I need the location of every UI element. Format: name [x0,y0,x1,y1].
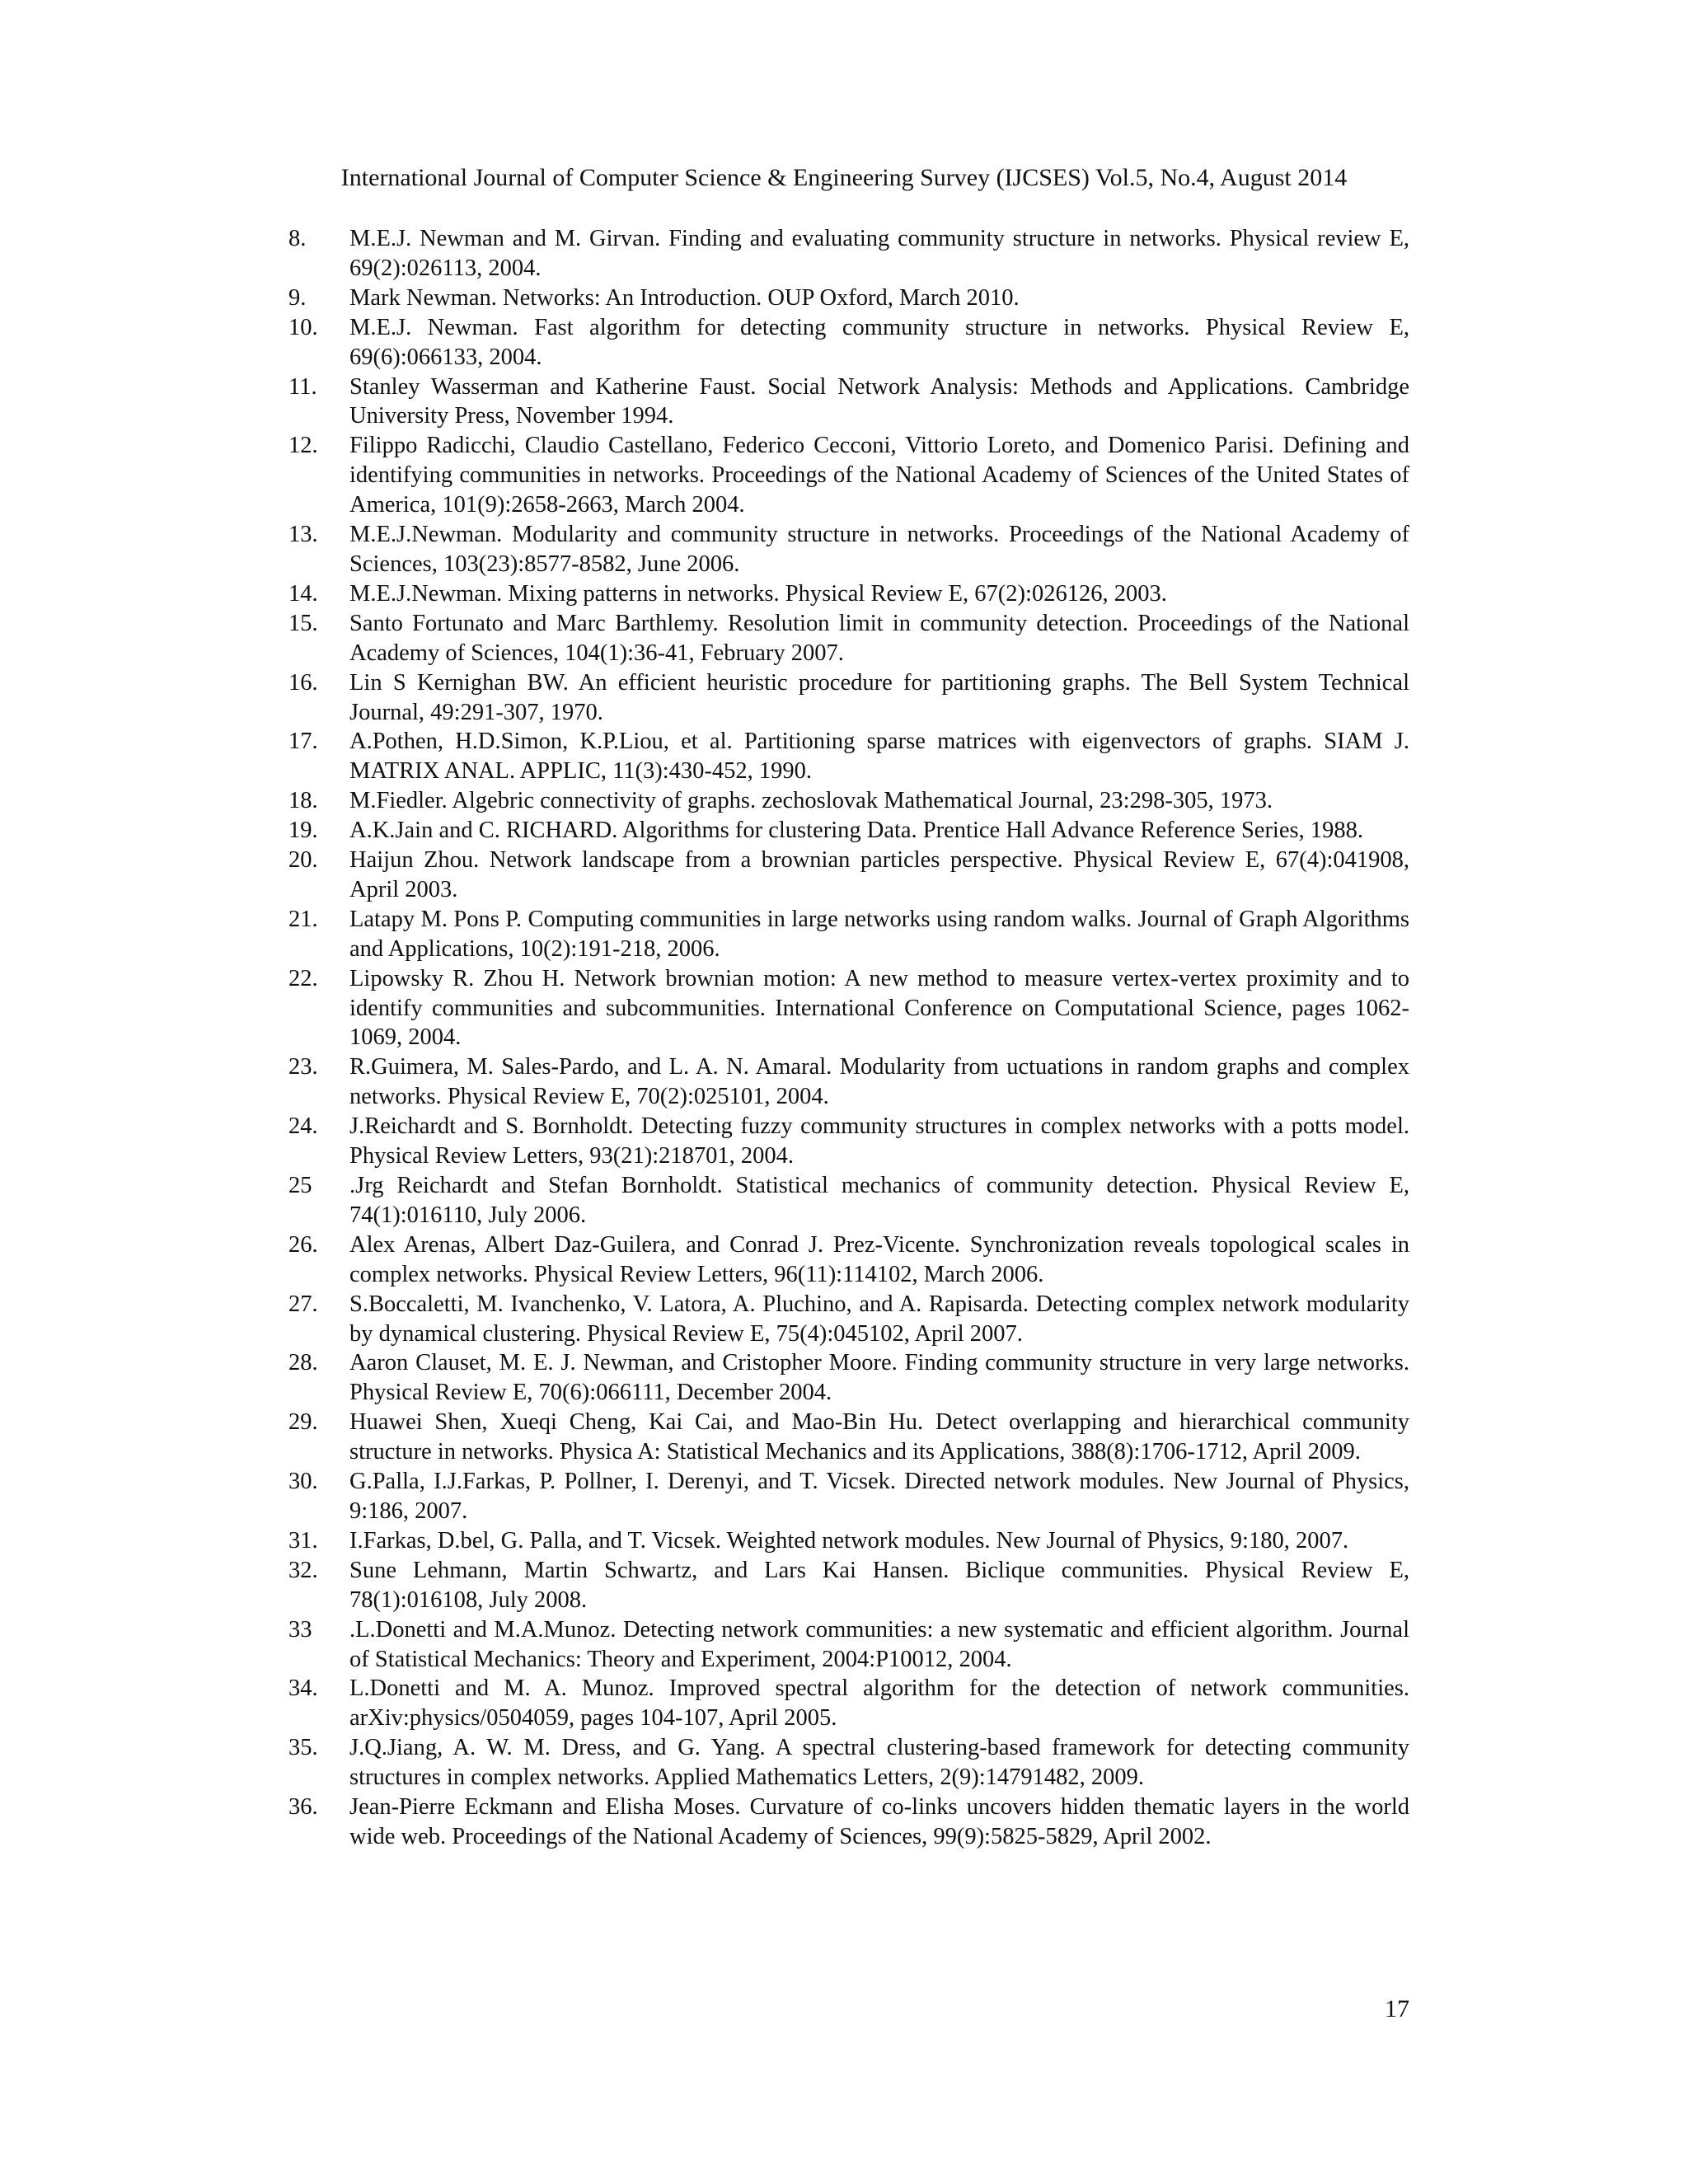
reference-number: 34. [288,1675,318,1702]
reference-text: Filippo Radicchi, Claudio Castellano, Federico Cecconi, Vittorio Loreto, and Domenico Parisi. Defining and identifying communities in networks. Proceedings of the National Academy of Sciences of the United States of America, 101(9):2658-2663, March 2004. [349,433,1409,518]
reference-text: G.Palla, I.J.Farkas, P. Pollner, I. Derenyi, and T. Vicsek. Directed network modules. New Journal of Physics, 9:186, 2007. [349,1469,1409,1524]
reference-number: 13. [288,522,318,548]
reference-text: Jean-Pierre Eckmann and Elisha Moses. Curvature of co-links uncovers hidden thematic layers in the world wide web. Proceedings of the National Academy of Sciences, 99(9):5825-5829, April 2002. [349,1794,1409,1849]
reference-text: L.Donetti and M. A. Munoz. Improved spectral algorithm for the detection of network communities. arXiv:physics/0504059, pages 104-107, April 2005. [349,1675,1409,1732]
reference-item [288,1615,1409,1675]
reference-number: 19. [288,818,318,844]
reference-item [288,1348,1409,1408]
reference-item [288,224,1409,284]
reference-item [288,846,1409,905]
reference-number: 14. [288,580,318,607]
reference-number: 24. [288,1113,318,1140]
reference-number: 27. [288,1291,318,1317]
page-number: 17 [1385,1995,1409,2022]
reference-item [288,284,1409,313]
reference-number: 29. [288,1409,318,1436]
reference-item [288,1467,1409,1526]
reference-item [288,431,1409,520]
reference-number: 33 [288,1616,312,1643]
reference-item [288,1052,1409,1112]
reference-item [288,786,1409,816]
reference-text: M.E.J. Newman. Fast algorithm for detecting community structure in networks. Physical Review E, 69(6):066133, 2004. [349,314,1409,370]
reference-text: Stanley Wasserman and Katherine Faust. Social Network Analysis: Methods and Applications. Cambridge University Press, November 1994. [349,373,1409,429]
reference-number: 16. [288,669,318,696]
reference-item [288,964,1409,1053]
reference-text: R.Guimera, M. Sales-Pardo, and L. A. N. Amaral. Modularity from uctuations in random graphs and complex networks. Physical Review E, 70(2):025101, 2004. [349,1054,1409,1110]
reference-number: 12. [288,433,318,459]
reference-text: Mark Newman. Networks: An Introduction. OUP Oxford, March 2010. [349,284,1020,311]
running-header: International Journal of Computer Science & Engineering Survey (IJCSES) Vol.5, No.4, August 2014 [340,164,1348,191]
reference-item [288,313,1409,373]
reference-text: Lipowsky R. Zhou H. Network brownian motion: A new method to measure vertex-vertex proximity and to identify communities and subcommunities. International Conference on Computational Science, pages 1062-1069, 2004. [349,965,1409,1051]
reference-text: Alex Arenas, Albert Daz-Guilera, and Conrad J. Prez-Vicente. Synchronization reveals topological scales in complex networks. Physical Review Letters, 96(11):114102, March 2006. [349,1231,1409,1287]
reference-item [288,1171,1409,1230]
reference-text: .L.Donetti and M.A.Munoz. Detecting network communities: a new systematic and efficient algorithm. Journal of Statistical Mechanics: Theory and Experiment, 2004:P10012, 2004. [349,1616,1409,1672]
reference-number: 11. [288,373,317,400]
reference-number: 20. [288,847,318,874]
reference-item [288,816,1409,846]
reference-number: 28. [288,1350,318,1376]
reference-item [288,1290,1409,1349]
reference-number: 26. [288,1231,318,1258]
reference-item [288,1230,1409,1290]
reference-item [288,1556,1409,1615]
reference-text: I.Farkas, D.bel, G. Palla, and T. Vicsek. Weighted network modules. New Journal of Physics, 9:180, 2007. [349,1527,1349,1554]
reference-number: 25 [288,1173,312,1198]
reference-item [288,727,1409,786]
reference-number: 8. [288,226,307,251]
reference-item [288,905,1409,964]
reference-text: M.E.J.Newman. Mixing patterns in networks. Physical Review E, 67(2):026126, 2003. [349,580,1167,607]
reference-number: 32. [288,1557,318,1583]
reference-text: M.E.J. Newman and M. Girvan. Finding and evaluating community structure in networks. Physical review E, 69(2):026113, 2004. [349,226,1409,281]
reference-item [288,520,1409,579]
reference-text: Huawei Shen, Xueqi Cheng, Kai Cai, and Mao-Bin Hu. Detect overlapping and hierarchical community structure in networks. Physica A: Statistical Mechanics and its Applications, 388(8):1706-1712, April 2009. [349,1409,1409,1465]
reference-item [288,1674,1409,1733]
reference-item [288,1408,1409,1467]
reference-text: Santo Fortunato and Marc Barthlemy. Resolution limit in community detection. Proceedings of the National Academy of Sciences, 104(1):36-41, February 2007. [349,610,1409,666]
reference-number: 21. [288,906,318,932]
reference-number: 36. [288,1794,318,1821]
reference-number: 15. [288,610,318,636]
reference-item [288,579,1409,609]
reference-item [288,1793,1409,1852]
reference-number: 22. [288,965,318,991]
reference-text: Aaron Clauset, M. E. J. Newman, and Cristopher Moore. Finding community structure in very large networks. Physical Review E, 70(6):066111, December 2004. [349,1350,1409,1406]
reference-item [288,1733,1409,1793]
reference-list [288,224,1409,1852]
reference-text: J.Q.Jiang, A. W. M. Dress, and G. Yang. A spectral clustering-based framework for detecting community structures in complex networks. Applied Mathematics Letters, 2(9):14791482, 2009. [349,1735,1409,1791]
reference-text: Sune Lehmann, Martin Schwartz, and Lars Kai Hansen. Biclique communities. Physical Review E, 78(1):016108, July 2008. [349,1557,1409,1613]
reference-number: 23. [288,1054,318,1080]
reference-text: J.Reichardt and S. Bornholdt. Detecting fuzzy community structures in complex networks with a potts model. Physical Review Letters, 93(21):218701, 2004. [349,1113,1409,1169]
reference-text: .Jrg Reichardt and Stefan Bornholdt. Statistical mechanics of community detection. Physical Review E, 74(1):016110, July 2006. [349,1173,1409,1228]
reference-text: Latapy M. Pons P. Computing communities in large networks using random walks. Journal of Graph Algorithms and Applications, 10(2):191-218, 2006. [349,906,1409,962]
reference-text: A.K.Jain and C. RICHARD. Algorithms for clustering Data. Prentice Hall Advance Reference Series, 1988. [349,818,1363,844]
reference-text: M.E.J.Newman. Modularity and community structure in networks. Proceedings of the National Academy of Sciences, 103(23):8577-8582, June 2006. [349,522,1409,577]
reference-item [288,1112,1409,1171]
reference-number: 31. [288,1527,318,1554]
reference-text: Haijun Zhou. Network landscape from a brownian particles perspective. Physical Review E, 67(4):041908, April 2003. [349,847,1409,902]
reference-number: 17. [288,729,318,755]
reference-text: Lin S Kernighan BW. An efficient heuristic procedure for partitioning graphs. The Bell System Technical Journal, 49:291-307, 1970. [349,669,1409,725]
reference-number: 35. [288,1735,318,1761]
reference-text: A.Pothen, H.D.Simon, K.P.Liou, et al. Partitioning sparse matrices with eigenvectors of graphs. SIAM J. MATRIX ANAL. APPLIC, 11(3):430-452, 1990. [349,729,1409,785]
reference-item [288,1526,1409,1556]
reference-item [288,668,1409,728]
reference-item [288,609,1409,668]
reference-number: 18. [288,788,318,814]
reference-item [288,373,1409,432]
reference-text: S.Boccaletti, M. Ivanchenko, V. Latora, A. Pluchino, and A. Rapisarda. Detecting complex network modularity by dynamical clustering. Physical Review E, 75(4):045102, April 2007. [349,1291,1409,1347]
reference-number: 9. [288,284,307,311]
reference-text: M.Fiedler. Algebric connectivity of graphs. zechoslovak Mathematical Journal, 23:298-305, 1973. [349,788,1273,814]
reference-number: 10. [288,314,318,340]
reference-number: 30. [288,1469,318,1495]
